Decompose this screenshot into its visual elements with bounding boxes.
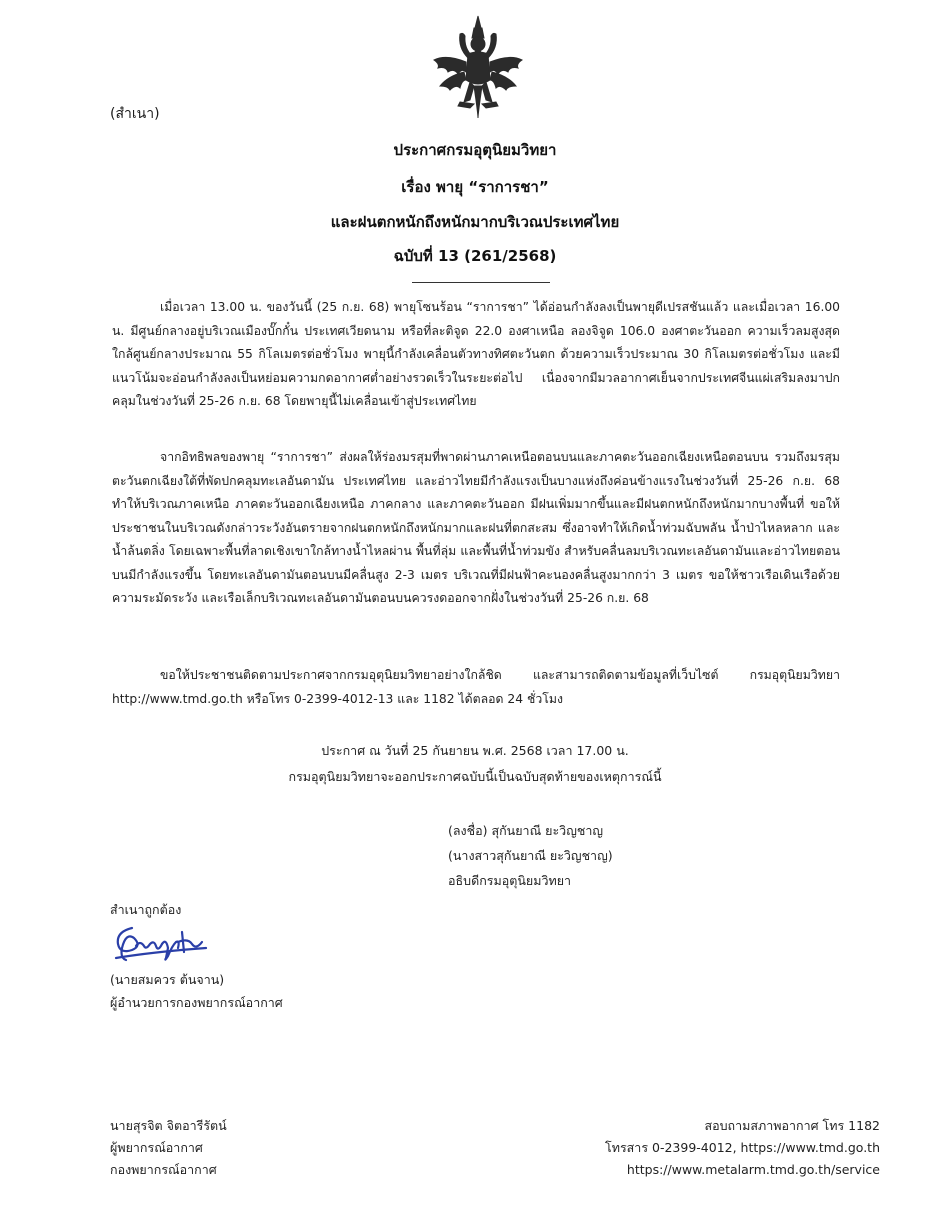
footer-left	[110, 1115, 227, 1181]
paragraph-contact-info: ขอให้ประชาชนติดตามประกาศจากกรมอุตุนิยมวิทยาอย่างใกล้ชิด และสามารถติดตามข้อมูลที่เว็บไซต์ กรมอุตุนิยมวิทยา http://www.tmd.go.th หรือโทร 0-2399-4012-13 และ 1182 ได้ตลอด 24 ชั่วโมง	[112, 668, 840, 706]
forecaster-name: นายสุรจิต จิตอารีรัตน์	[110, 1118, 227, 1133]
signatory-block	[448, 818, 688, 893]
fax-website-line: โทรสาร 0-2399-4012, https://www.tmd.go.th	[605, 1140, 880, 1155]
paragraph-impact-warning: จากอิทธิพลของพายุ “ราการชา” ส่งผลให้ร่องมรสุมที่พาดผ่านภาคเหนือตอนบนและภาคตะวันออกเฉียงเหนือตอนบน รวมถึงมรสุมตะวันตกเฉียงใต้ที่พัดปกคลุมทะเลอันดามัน ประเทศไทย และอ่าวไทยมีกำลังแรงเป็นบางแห่งถึงค่อนข้างแรงในช่วงวันที่ 25-26 ก.ย. 68 ทำให้บริเวณภาคเหนือ ภาคตะวันออกเฉียงเหนือ ภาคกลาง และภาคตะวันออก มีฝนเพิ่มมากขึ้นและมีฝนตกหนักถึงหนักมากบางพื้นที่ ขอให้ประชาชนในบริเวณดังกล่าวระวังอันตรายจากฝนตกหนักถึงหนักมากและฝนที่ตกสะสม ซึ่งอาจทำให้เกิดน้ำท่วมฉับพลัน น้ำป่าไหลหลาก และน้ำล้นตลิ่ง โดยเฉพาะพื้นที่ลาดเชิงเขาใกล้ทางน้ำไหลผ่าน พื้นที่ลุ่ม และพื้นที่น้ำท่วมขัง สำหรับคลื่นลมบริเวณทะเลอันดามันและอ่าวไทยตอนบนมีกำลังแรงขึ้น โดยทะเลอันดามันตอนบนมีคลื่นสูง 2-3 เมตร บริเวณที่มีฝนฟ้าคะนองคลื่นสูงมากกว่า 3 เมตร ขอให้ชาวเรือเดินเรือด้วยความระมัดระวัง และเรือเล็กบริเวณทะเลอันดามันตอนบนควรงดออกจากฝั่งในช่วงวันที่ 25-26 ก.ย. 68	[112, 450, 840, 605]
forecaster-role: ผู้พยากรณ์อากาศ	[110, 1140, 203, 1155]
subject-line: เรื่อง พายุ “ราการชา”	[401, 178, 549, 196]
certifier-position: ผู้อำนวยการกองพยากรณ์อากาศ	[110, 995, 283, 1010]
signed-line: (ลงชื่อ) สุกันยาณี ยะวิญชาญ	[448, 823, 603, 838]
signatory-position: อธิบดีกรมอุตุนิยมวิทยา	[448, 873, 572, 888]
certified-label: สำเนาถูกต้อง	[110, 902, 182, 917]
paragraph-storm-status: เมื่อเวลา 13.00 น. ของวันนี้ (25 ก.ย. 68) พายุโซนร้อน “ราการชา” ได้อ่อนกำลังลงเป็นพายุดีเปรสชันแล้ว และเมื่อเวลา 16.00 น. มีศูนย์กลางอยู่บริเวณเมืองบั๊กกั๋น ประเทศเวียดนาม หรือที่ละติจูด 22.0 องศาเหนือ ลองจิจูด 106.0 องศาตะวันออก ความเร็วลมสูงสุดใกล้ศูนย์กลางประมาณ 55 กิโลเมตรต่อชั่วโมง พายุนี้กำลังเคลื่อนตัวทางทิศตะวันตก ด้วยความเร็วประมาณ 30 กิโลเมตรต่อชั่วโมง และมีแนวโน้มจะอ่อนกำลังลงเป็นหย่อมความกดอากาศต่ำอย่างรวดเร็วในระยะต่อไป เนื่องจากมีมวลอากาศเย็นจากประเทศจีนแผ่เสริมลงมาปกคลุมในช่วงวันที่ 25-26 ก.ย. 68 โดยพายุนี้ไม่เคลื่อนเข้าสู่ประเทศไทย	[112, 300, 840, 408]
announcement-heading: ประกาศกรมอุตุนิยมวิทยา	[393, 141, 557, 159]
certifier-name: (นายสมควร ต้นจาน)	[110, 972, 225, 987]
handwritten-signature	[112, 918, 212, 964]
subject-line-2: และฝนตกหนักถึงหนักมากบริเวณประเทศไทย	[330, 213, 620, 231]
signatory-name: (นางสาวสุกันยาณี ยะวิญชาญ)	[448, 848, 613, 863]
garuda-emblem-icon	[430, 14, 526, 122]
title-divider	[412, 282, 550, 283]
issue-number: ฉบับที่ 13 (261/2568)	[393, 247, 557, 265]
forecaster-division: กองพยากรณ์อากาศ	[110, 1162, 217, 1177]
footer-right	[605, 1115, 880, 1181]
service-url-line: https://www.metalarm.tmd.go.th/service	[626, 1162, 880, 1177]
final-issue-note: กรมอุตุนิยมวิทยาจะออกประกาศฉบับนี้เป็นฉบับสุดท้ายของเหตุการณ์นี้	[288, 769, 662, 784]
certifier-block	[110, 968, 283, 1014]
hotline-line: สอบถามสภาพอากาศ โทร 1182	[704, 1118, 880, 1133]
copy-mark: (สำเนา)	[110, 106, 160, 122]
announcement-date: ประกาศ ณ วันที่ 25 กันยายน พ.ศ. 2568 เวลา 17.00 น.	[321, 743, 629, 758]
